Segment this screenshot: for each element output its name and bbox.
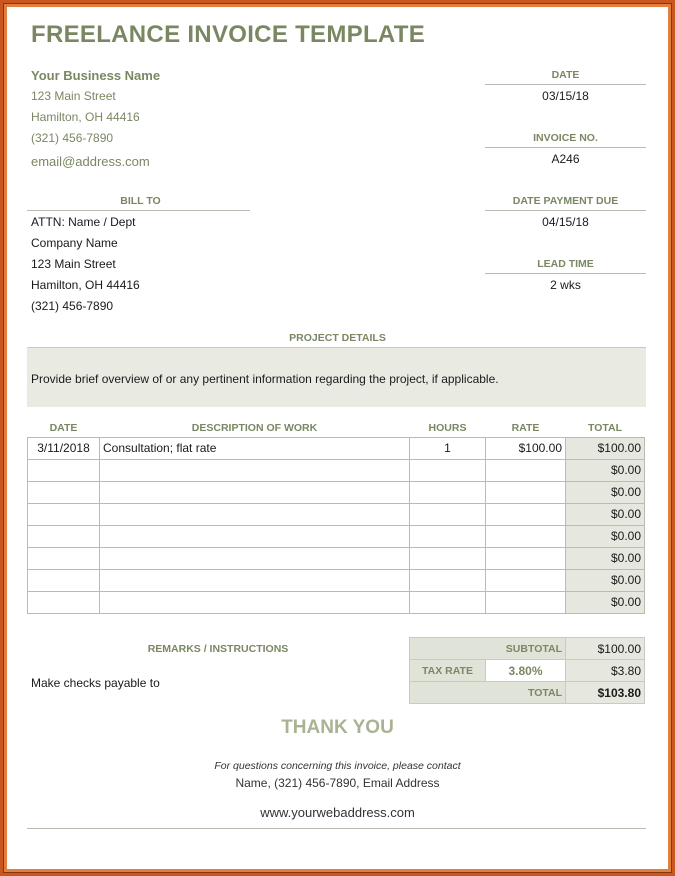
row-total: $0.00: [566, 547, 645, 569]
date-label: DATE: [551, 69, 580, 81]
footer-rule: [27, 828, 646, 829]
tax-row: [410, 660, 645, 682]
total-value: $103.80: [566, 682, 645, 704]
table-row: [28, 547, 645, 569]
row-date: [28, 569, 100, 591]
date-rule: [485, 84, 646, 85]
project-details-label: PROJECT DETAILS: [289, 332, 386, 344]
bill-to-company: Company Name: [31, 236, 118, 250]
lead-time: 2 wks: [550, 278, 581, 292]
summary-table: [409, 637, 645, 704]
col-total-header: TOTAL: [587, 421, 623, 434]
tax-value: $3.80: [566, 660, 645, 682]
table-row: [28, 437, 645, 459]
row-description: [100, 503, 410, 525]
project-details-text: Provide brief overview of or any pertinent information regarding the project, if applicable.: [31, 372, 499, 386]
due-date: 04/15/18: [542, 215, 589, 229]
total-row: [410, 682, 645, 704]
row-date: [28, 547, 100, 569]
row-rate: [486, 503, 566, 525]
row-rate: [486, 525, 566, 547]
due-date-label: DATE PAYMENT DUE: [512, 195, 619, 207]
table-row: [28, 569, 645, 591]
bill-to-street: 123 Main Street: [31, 257, 116, 271]
row-rate: [486, 591, 566, 613]
row-rate: [486, 481, 566, 503]
row-date: [28, 503, 100, 525]
thank-you-heading: THANK YOU: [281, 717, 394, 738]
row-rate: [486, 547, 566, 569]
row-date: 3/11/2018: [28, 437, 100, 459]
invoice-frame: [4, 4, 671, 872]
contact-text: Name, (321) 456-7890, Email Address: [235, 776, 440, 790]
col-date-header: DATE: [49, 421, 78, 434]
col-rate-header: RATE: [511, 421, 540, 434]
row-hours: [410, 503, 486, 525]
row-description: [100, 547, 410, 569]
row-hours: [410, 591, 486, 613]
business-email: email@address.com: [31, 154, 150, 169]
row-date: [28, 591, 100, 613]
business-phone: (321) 456-7890: [31, 131, 114, 145]
row-description: [100, 481, 410, 503]
row-total: $0.00: [566, 481, 645, 503]
table-row: [28, 503, 645, 525]
invoice-no-rule: [485, 147, 646, 148]
row-date: [28, 525, 100, 547]
row-total: $0.00: [566, 591, 645, 613]
subtotal-value: $100.00: [566, 638, 645, 660]
row-hours: [410, 481, 486, 503]
due-date-rule: [485, 210, 646, 211]
invoice-number: A246: [551, 152, 580, 166]
row-description: [100, 525, 410, 547]
tax-rate-value: 3.80%: [486, 660, 566, 682]
bill-to-phone: (321) 456-7890: [31, 299, 114, 313]
table-row: [28, 525, 645, 547]
row-date: [28, 481, 100, 503]
table-row: [28, 459, 645, 481]
business-city: Hamilton, OH 44416: [31, 110, 140, 124]
lead-time-rule: [485, 273, 646, 274]
questions-text: For questions concerning this invoice, please contact: [214, 760, 461, 772]
business-name: Your Business Name: [31, 68, 161, 83]
bill-to-label: BILL TO: [120, 195, 161, 207]
row-rate: [486, 459, 566, 481]
row-description: [100, 459, 410, 481]
tax-rate-label: TAX RATE: [410, 660, 486, 682]
row-rate: [486, 569, 566, 591]
row-date: [28, 459, 100, 481]
invoice-date: 03/15/18: [542, 89, 589, 103]
table-row: [28, 591, 645, 613]
table-row: [28, 481, 645, 503]
row-hours: [410, 525, 486, 547]
row-hours: [410, 569, 486, 591]
row-hours: [410, 547, 486, 569]
row-hours: [410, 459, 486, 481]
row-description: [100, 569, 410, 591]
row-total: $0.00: [566, 525, 645, 547]
bill-to-rule: [27, 210, 250, 211]
website-link[interactable]: www.yourwebaddress.com: [260, 805, 415, 820]
row-description: Consultation; flat rate: [100, 437, 410, 459]
line-items-table: [27, 419, 645, 614]
row-total: $100.00: [566, 437, 645, 459]
invoice-no-label: INVOICE NO.: [533, 132, 598, 144]
row-description: [100, 591, 410, 613]
subtotal-row: [410, 638, 645, 660]
col-description-header: DESCRIPTION OF WORK: [191, 421, 318, 434]
row-total: $0.00: [566, 459, 645, 481]
row-rate: $100.00: [486, 437, 566, 459]
table-header-row: [28, 419, 645, 437]
invoice-page: [7, 7, 668, 869]
col-hours-header: HOURS: [428, 421, 467, 434]
page-title: FREELANCE INVOICE TEMPLATE: [31, 21, 426, 48]
subtotal-label: SUBTOTAL: [410, 638, 566, 660]
bill-to-attn: ATTN: Name / Dept: [31, 215, 136, 229]
business-street: 123 Main Street: [31, 89, 116, 103]
row-hours: 1: [410, 437, 486, 459]
row-total: $0.00: [566, 569, 645, 591]
lead-time-label: LEAD TIME: [537, 258, 594, 270]
bill-to-city: Hamilton, OH 44416: [31, 278, 140, 292]
remarks-label: REMARKS / INSTRUCTIONS: [147, 643, 289, 655]
remarks-text: Make checks payable to: [31, 676, 160, 690]
total-label: TOTAL: [410, 682, 566, 704]
row-total: $0.00: [566, 503, 645, 525]
